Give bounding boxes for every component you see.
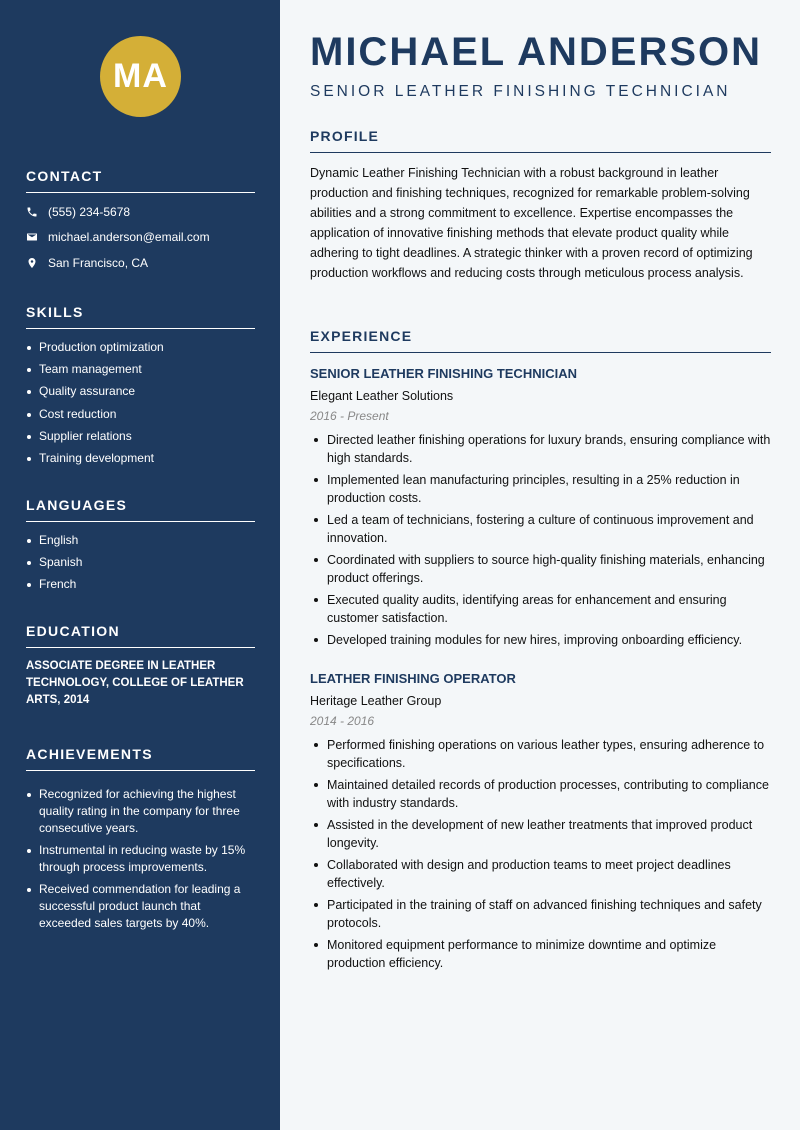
list-item: Assisted in the development of new leather treatments that improved product longevity. <box>310 816 771 852</box>
list-item: French <box>26 576 255 593</box>
list-item: Production optimization <box>26 339 255 356</box>
skills-heading: SKILLS <box>26 304 255 329</box>
location-pin-icon <box>26 257 48 269</box>
job-entry <box>310 366 771 653</box>
list-item: Supplier relations <box>26 428 255 445</box>
contact-location <box>26 250 255 276</box>
profile-heading: PROFILE <box>310 128 771 153</box>
mail-icon <box>26 231 48 243</box>
education-section <box>26 623 255 709</box>
education-entry: ASSOCIATE DEGREE IN LEATHER TECHNOLOGY, COLLEGE OF LEATHER ARTS, 2014 <box>26 660 244 706</box>
languages-list <box>26 532 255 593</box>
job-bullets <box>310 431 771 649</box>
email-text: michael.anderson@email.com <box>48 230 210 245</box>
list-item: Led a team of technicians, fostering a culture of continuous improvement and innovation. <box>310 511 771 547</box>
list-item: Cost reduction <box>26 406 255 423</box>
list-item: Directed leather finishing operations for luxury brands, ensuring compliance with high standards. <box>310 431 771 467</box>
list-item: Coordinated with suppliers to source high-quality finishing materials, enhancing product offerings. <box>310 551 771 587</box>
list-item: Spanish <box>26 554 255 571</box>
phone-text: (555) 234-5678 <box>48 204 131 219</box>
languages-heading: LANGUAGES <box>26 497 255 522</box>
list-item: Training development <box>26 450 255 467</box>
list-item: Received commendation for leading a successful product launch that exceeded sales targets by 40%. <box>26 881 255 932</box>
skills-list <box>26 339 255 467</box>
list-item: Team management <box>26 361 255 378</box>
education-heading: EDUCATION <box>26 623 255 648</box>
languages-section <box>26 497 255 599</box>
experience-heading: EXPERIENCE <box>310 328 771 353</box>
achievements-section <box>26 746 255 937</box>
list-item: English <box>26 532 255 549</box>
list-item: Participated in the training of staff on advanced finishing techniques and safety protocols. <box>310 896 771 932</box>
job-company: Heritage Leather Group <box>310 694 442 708</box>
profile-section <box>310 128 771 283</box>
profile-text: Dynamic Leather Finishing Technician with a robust background in leather production and finishing techniques, recognized for remarkable problem-solving abilities and a strong commitment to excellence. Expertise encompasses the application of innovative finishing methods that elevate product quality while adhering to tight deadlines. A strategic thinker with a proven record of optimizing production workflows and reducing costs through meticulous process analysis. <box>310 166 753 280</box>
contact-email <box>26 225 255 251</box>
job-dates: 2016 - Present <box>310 409 389 423</box>
sidebar <box>0 0 280 1130</box>
contact-section <box>26 168 255 276</box>
skills-section <box>26 304 255 472</box>
list-item: Maintained detailed records of production processes, contributing to compliance with industry standards. <box>310 776 771 812</box>
candidate-name: MICHAEL ANDERSON <box>310 30 763 74</box>
job-title: LEATHER FINISHING OPERATOR <box>310 671 516 686</box>
job-title: SENIOR LEATHER FINISHING TECHNICIAN <box>310 366 577 381</box>
list-item: Instrumental in reducing waste by 15% through process improvements. <box>26 842 255 876</box>
job-bullets <box>310 736 771 972</box>
location-text: San Francisco, CA <box>48 255 149 270</box>
achievements-heading: ACHIEVEMENTS <box>26 746 255 771</box>
job-entry <box>310 671 771 976</box>
list-item: Developed training modules for new hires, improving onboarding efficiency. <box>310 631 771 649</box>
list-item: Executed quality audits, identifying areas for enhancement and ensuring customer satisfaction. <box>310 591 771 627</box>
candidate-title: SENIOR LEATHER FINISHING TECHNICIAN <box>310 83 731 100</box>
experience-section <box>310 328 771 353</box>
avatar: MA <box>100 36 181 117</box>
achievements-list <box>26 786 255 932</box>
contact-phone <box>26 199 255 225</box>
list-item: Recognized for achieving the highest quality rating in the company for three consecutive years. <box>26 786 255 837</box>
list-item: Implemented lean manufacturing principles, resulting in a 25% reduction in production costs. <box>310 471 771 507</box>
list-item: Quality assurance <box>26 383 255 400</box>
contact-heading: CONTACT <box>26 168 255 193</box>
list-item: Performed finishing operations on various leather types, ensuring adherence to specifications. <box>310 736 771 772</box>
list-item: Collaborated with design and production teams to meet project deadlines effectively. <box>310 856 771 892</box>
phone-icon <box>26 206 48 218</box>
job-dates: 2014 - 2016 <box>310 714 375 728</box>
job-company: Elegant Leather Solutions <box>310 389 454 403</box>
list-item: Monitored equipment performance to minimize downtime and optimize production efficiency. <box>310 936 771 972</box>
